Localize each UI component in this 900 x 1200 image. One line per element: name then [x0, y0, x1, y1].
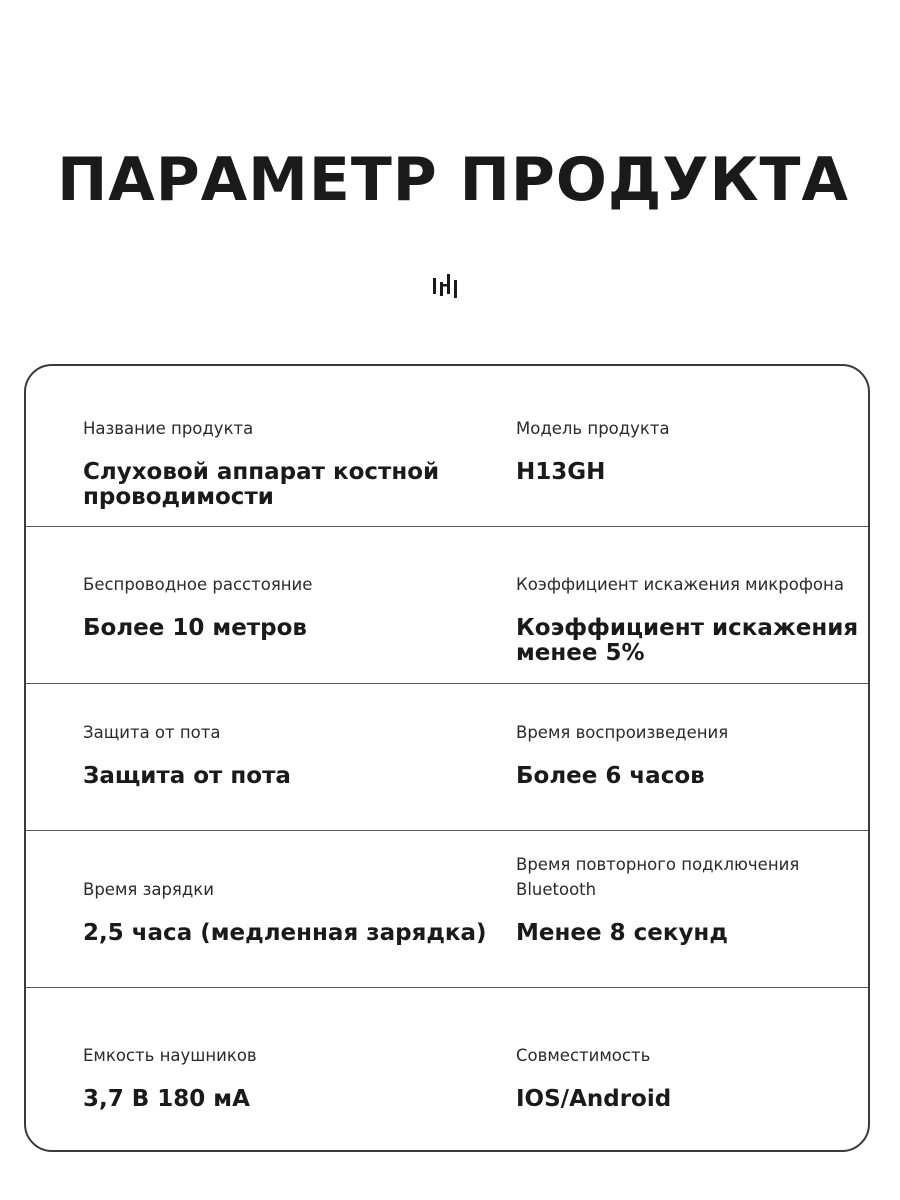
- spec-value: Более 6 часов: [516, 763, 705, 789]
- spec-row: [26, 366, 868, 527]
- spec-value: 3,7 В 180 мА: [83, 1086, 250, 1112]
- spec-label: Время зарядки: [83, 880, 214, 899]
- spec-cell-playback-time: [516, 684, 866, 830]
- spec-label: Название продукта: [83, 419, 254, 438]
- spec-label: Защита от пота: [83, 723, 221, 742]
- sound-wave-icon: [431, 272, 461, 300]
- spec-cell-reconnect-time: [516, 831, 866, 987]
- spec-label: Модель продукта: [516, 419, 670, 438]
- spec-cell-battery-capacity: [83, 988, 503, 1152]
- spec-value: Более 10 метров: [83, 615, 307, 641]
- spec-row: [26, 988, 868, 1152]
- spec-value: Слуховой аппарат костной проводимости: [83, 459, 440, 510]
- spec-row: [26, 527, 868, 684]
- spec-cell-mic-distortion: [516, 527, 866, 683]
- spec-cell-compatibility: [516, 988, 866, 1152]
- spec-value: IOS/Android: [516, 1086, 672, 1112]
- spec-label: Коэффициент искажения микрофона: [516, 575, 844, 594]
- spec-row: [26, 831, 868, 988]
- page-title: ПАРАМЕТР ПРОДУКТА: [57, 145, 849, 215]
- spec-label: Емкость наушников: [83, 1046, 257, 1065]
- spec-row: [26, 684, 868, 831]
- spec-label: Время повторного подключения Bluetooth: [516, 855, 800, 899]
- spec-value: Защита от пота: [83, 763, 291, 789]
- spec-value: Менее 8 секунд: [516, 920, 728, 946]
- spec-label: Время воспроизведения: [516, 723, 729, 742]
- spec-label: Беспроводное расстояние: [83, 575, 313, 594]
- spec-table: [24, 364, 870, 1152]
- spec-cell-charging-time: [83, 831, 503, 987]
- spec-cell-wireless-range: [83, 527, 503, 683]
- spec-value: H13GH: [516, 459, 606, 485]
- spec-cell-sweat-protection: [83, 684, 503, 830]
- spec-value: Коэффициент искажения менее 5%: [516, 615, 859, 666]
- spec-label: Совместимость: [516, 1046, 651, 1065]
- spec-cell-product-model: [516, 366, 866, 526]
- spec-cell-product-name: [83, 366, 503, 526]
- spec-value: 2,5 часа (медленная зарядка): [83, 920, 487, 946]
